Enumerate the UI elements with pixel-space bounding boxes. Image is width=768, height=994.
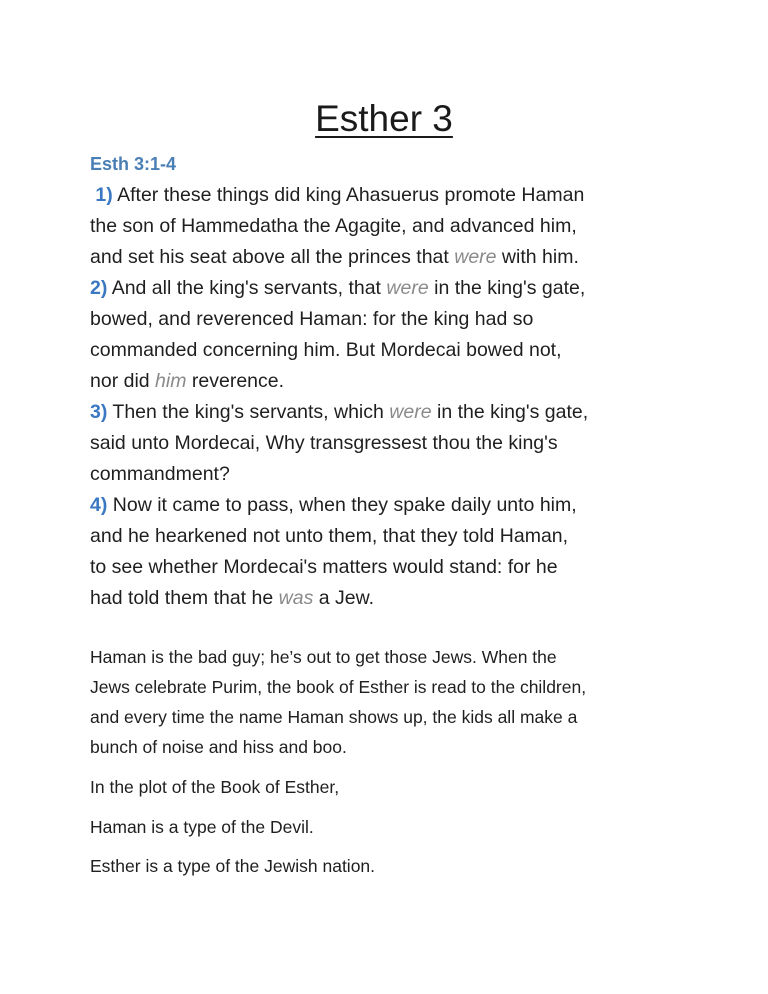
verse-text: and he hearkened not unto them, that they told Haman, <box>90 525 569 547</box>
verse-text: with him. <box>496 246 579 268</box>
italic-supplied-word: were <box>389 401 432 423</box>
verse-3-line-3 <box>90 459 690 490</box>
italic-supplied-word: him <box>155 370 187 392</box>
verse-text: reverence. <box>186 370 285 392</box>
verse-text: bowed, and reverenced Haman: for the king had so <box>90 308 534 330</box>
verse-text: commanded concerning him. But Mordecai bowed not, <box>90 339 562 361</box>
verse-text: and set his seat above all the princes that <box>90 246 455 268</box>
verse-text: to see whether Mordecai's matters would stand: for he <box>90 556 558 578</box>
italic-supplied-word: were <box>386 277 429 299</box>
verse-text: Now it came to pass, when they spake daily unto him, <box>112 494 577 516</box>
verse-3-line-2 <box>90 428 690 459</box>
verse-4-line-1 <box>90 490 690 521</box>
verse-4-line-4 <box>90 583 690 614</box>
commentary-p4: Esther is a type of the Jewish nation. <box>90 856 376 876</box>
commentary-p2: In the plot of the Book of Esther, <box>90 777 340 797</box>
verse-text: a Jew. <box>313 587 375 609</box>
commentary-p1-line: Jews celebrate Purim, the book of Esther is read to the children, <box>90 677 587 697</box>
verse-4-line-2 <box>90 521 690 552</box>
verse-1-line-1 <box>90 180 690 211</box>
verse-2-line-1 <box>90 273 690 304</box>
commentary-p1-line: and every time the name Haman shows up, the kids all make a <box>90 707 578 727</box>
verse-text: had told them that he <box>90 587 279 609</box>
verse-text: And all the king's servants, that <box>111 277 387 299</box>
verse-2-line-3 <box>90 335 690 366</box>
italic-supplied-word: were <box>454 246 497 268</box>
verse-text: commandment? <box>90 463 230 485</box>
verse-1-line-2 <box>90 211 690 242</box>
commentary <box>90 642 690 881</box>
verse-1-line-3 <box>90 242 690 273</box>
verse-1-number: 1) <box>95 184 113 206</box>
verse-text: said unto Mordecai, Why transgressest thou the king's <box>90 432 558 454</box>
scripture-verses <box>90 180 690 614</box>
verse-text: in the king's gate, <box>428 277 586 299</box>
commentary-p1-line: bunch of noise and hiss and boo. <box>90 737 347 757</box>
verse-text: in the king's gate, <box>431 401 589 423</box>
verse-text: the son of Hammedatha the Agagite, and advanced him, <box>90 215 577 237</box>
verse-2-number: 2) <box>90 277 108 299</box>
verse-text: nor did <box>90 370 156 392</box>
italic-supplied-word: was <box>278 587 314 609</box>
verse-2-line-4 <box>90 366 690 397</box>
scripture-reference: Esth 3:1-4 <box>90 154 177 174</box>
page-title: Esther 3 <box>315 98 453 139</box>
verse-3-line-1 <box>90 397 690 428</box>
commentary-p1-line: Haman is the bad guy; he’s out to get those Jews. When the <box>90 647 557 667</box>
verse-text: After these things did king Ahasuerus promote Haman <box>117 184 585 206</box>
verse-2-line-2 <box>90 304 690 335</box>
verse-text: Then the king's servants, which <box>112 401 390 423</box>
verse-3-number: 3) <box>90 401 108 423</box>
verse-4-line-3 <box>90 552 690 583</box>
commentary-p3: Haman is a type of the Devil. <box>90 817 314 837</box>
verse-4-number: 4) <box>90 494 108 516</box>
